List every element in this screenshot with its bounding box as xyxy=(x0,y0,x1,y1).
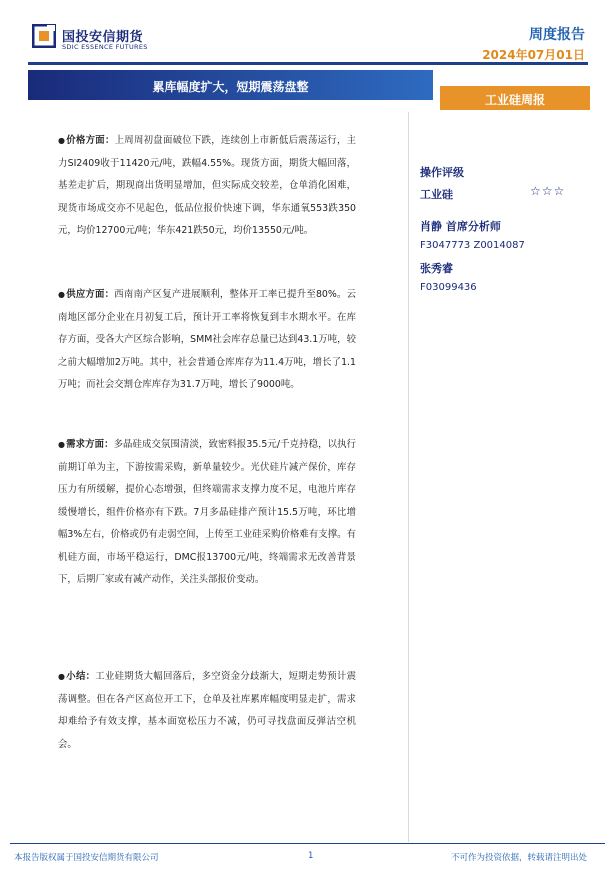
analyst-2-id: F03099436 xyxy=(420,282,477,293)
page-number: 1 xyxy=(308,851,314,861)
section-price xyxy=(58,130,356,243)
column-divider xyxy=(408,112,409,842)
analyst-2-name: 张秀睿 xyxy=(420,262,453,275)
section-supply xyxy=(58,284,356,397)
bullet-icon: ● xyxy=(58,136,66,145)
bullet-icon: ● xyxy=(58,290,66,299)
bullet-icon: ● xyxy=(58,440,66,449)
company-logo-icon xyxy=(32,24,56,48)
bullet-icon: ● xyxy=(58,672,66,681)
section-heading: 需求方面： xyxy=(66,439,114,450)
report-type: 周度报告 xyxy=(529,27,585,43)
footer-disclaimer: 不可作为投资依据，转载请注明出处 xyxy=(450,853,587,863)
logo-company-name-en: SDIC ESSENCE FUTURES xyxy=(62,43,148,51)
analyst-1-name: 肖静 首席分析师 xyxy=(420,220,501,233)
rating-title: 操作评级 xyxy=(420,166,464,179)
section-summary xyxy=(58,666,356,756)
report-title: 累库幅度扩大，短期震荡盘整 xyxy=(152,80,309,94)
section-heading: 价格方面： xyxy=(66,135,115,146)
analyst-1-ids: F3047773 Z0014087 xyxy=(420,240,525,251)
section-text: 上周周初盘面破位下跌，连续创上市新低后震荡运行，主力SI2409收于11420元/吨，跌幅4.55%。现货方面，期货大幅回落，基差走扩后，期现商出货明显增加，但实际成交较差，仓单消化困难，现货市场成交亦不见起色，低品位报价快速下调，华东通氧553跌350元，均价12700元/吨；华东421跌50元，均价13550元/吨。 xyxy=(58,135,356,236)
rating-product: 工业硅 xyxy=(420,188,453,201)
section-text: 工业硅期货大幅回落后，多空资金分歧渐大，短期走势预计震荡调整。但在各产区高位开工下，仓单及社库累库幅度明显走扩，需求却难给予有效支撑，基本面宽松压力不减，仍可寻找盘面反弹沽空机会。 xyxy=(58,671,356,750)
section-heading: 供应方面： xyxy=(66,289,115,300)
report-date: 2024年07月01日 xyxy=(482,48,585,62)
header-divider xyxy=(28,62,588,65)
report-tag: 工业硅周报 xyxy=(484,93,545,107)
section-heading: 小结： xyxy=(66,671,96,682)
section-text: 多晶硅成交氛围清淡，致密料报35.5元/千克持稳，以执行前期订单为主，下游按需采购，新单量较少。光伏硅片减产保价，库存压力有所缓解，提价心态增强，但终端需求支撑力度不足，电池片库存缓慢增长，组件价格亦有下跌。7月多晶硅排产预计15.5万吨，环比增幅3%左右，价格或仍有走弱空间，上传至工业硅采购价格难有支撑。有机硅方面，市场平稳运行，DMC报13700元/吨，终端需求无改善背景下，后期厂家或有减产动作，关注头部报价变动。 xyxy=(58,439,356,585)
logo-company-name: 国投安信期货 xyxy=(62,30,144,45)
footer-divider xyxy=(10,843,605,844)
section-demand xyxy=(58,434,356,592)
footer-copyright: 本报告版权属于国投安信期货有限公司 xyxy=(14,853,159,863)
section-text: 西南南产区复产进展顺利，整体开工率已提升至80%。云南地区部分企业在月初复工后，预计开工率将恢复到丰水期水平。在库存方面，受各大产区综合影响，SMM社会库存总量已达到43.1万吨，较之前大幅增加2万吨。其中，社会普通仓库库存为11.4万吨，增长了1.1万吨；而社会交割仓库库存为31.7万吨，增长了9000吨。 xyxy=(58,289,356,390)
rating-stars-icon: ☆☆☆ xyxy=(530,184,566,198)
